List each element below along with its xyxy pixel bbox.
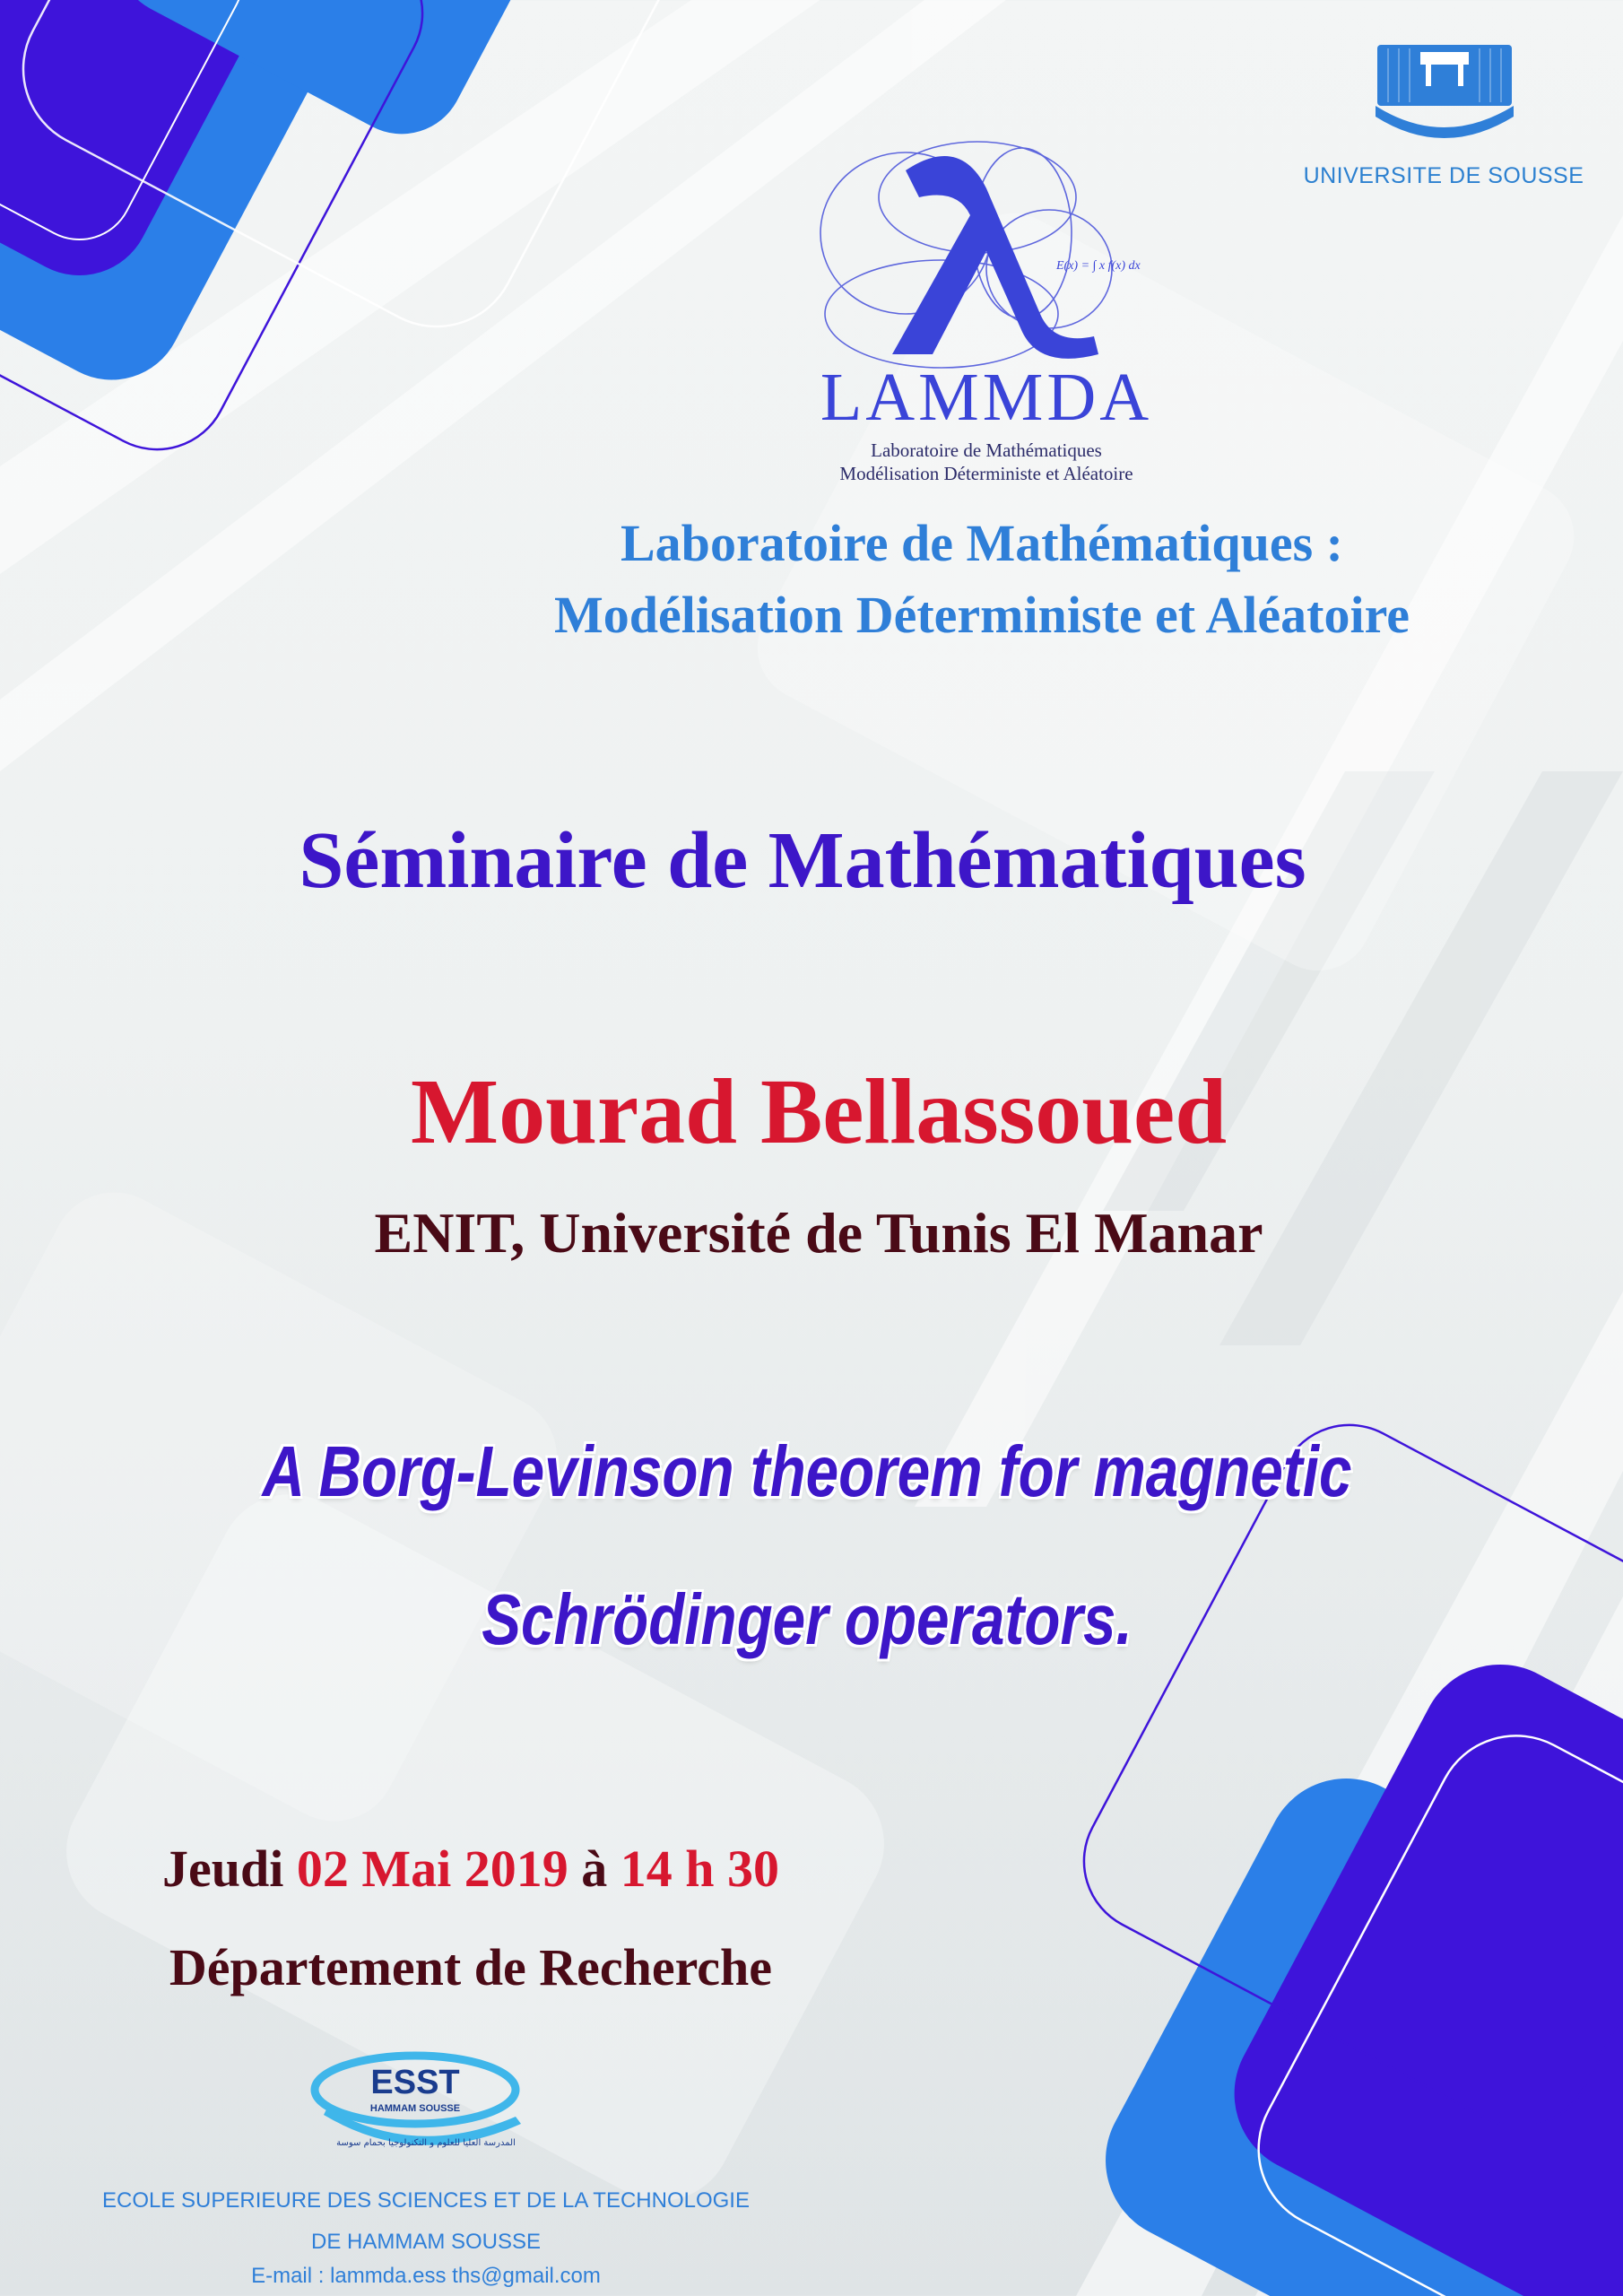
speaker-affiliation: ENIT, Université de Tunis El Manar bbox=[374, 1201, 1263, 1265]
lab-title-line-2: Modélisation Déterministe et Aléatoire bbox=[553, 586, 1410, 644]
esst-logo-arabic: المدرسة العليا للعلوم و التكنولوجيا بحمام سوسة bbox=[336, 2138, 516, 2148]
lammda-formula: E(x) = ∫ x f(x) dx bbox=[1056, 259, 1141, 273]
lammda-name: LAMMDA bbox=[820, 360, 1153, 435]
esst-logo-subtext: HAMMAM SOUSSE bbox=[369, 2103, 461, 2114]
lammda-subtitle-2: Modélisation Déterministe et Aléatoire bbox=[839, 463, 1133, 484]
talk-title-line-1: A Borg-Levinson theorem for magnetic bbox=[262, 1431, 1352, 1511]
esst-logo bbox=[309, 2045, 542, 2161]
speaker-name: Mourad Bellassoued bbox=[410, 1060, 1228, 1163]
school-name-line-1: ECOLE SUPERIEURE DES SCIENCES ET DE LA TECHNOLOGIE bbox=[102, 2188, 750, 2213]
event-location: Département de Recherche bbox=[169, 1938, 773, 1996]
esst-logo-text: ESST bbox=[370, 2064, 460, 2101]
lammda-lambda-emblem bbox=[807, 135, 1148, 386]
school-name-line-2: DE HAMMAM SOUSSE bbox=[310, 2230, 542, 2254]
talk-title-line-2: Schrödinger operators. bbox=[482, 1579, 1133, 1659]
event-date: 02 Mai 2019 bbox=[296, 1839, 568, 1898]
event-day: Jeudi bbox=[162, 1839, 284, 1898]
contact-email[interactable]: E-mail : lammda.ess ths@gmail.com bbox=[251, 2264, 601, 2288]
event-date-line bbox=[0, 1839, 942, 1899]
university-sousse-logo bbox=[1370, 43, 1518, 151]
university-name: UNIVERSITE DE SOUSSE bbox=[1303, 163, 1584, 188]
seminar-title: Séminaire de Mathématiques bbox=[299, 816, 1306, 905]
lammda-subtitle-1: Laboratoire de Mathématiques bbox=[871, 439, 1102, 461]
lab-title-line-1: Laboratoire de Mathématiques : bbox=[621, 514, 1343, 572]
event-at: à bbox=[581, 1839, 608, 1898]
event-time: 14 h 30 bbox=[620, 1839, 779, 1898]
